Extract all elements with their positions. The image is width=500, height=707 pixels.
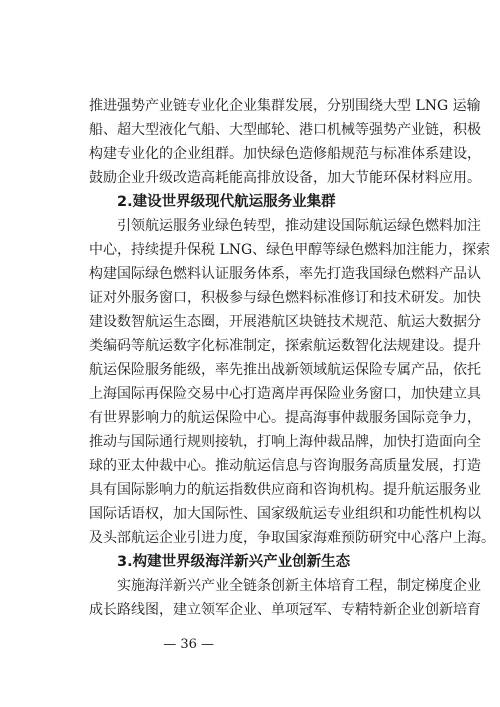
paragraph-2-line-10: 推动与国际通行规则接轨，打响上海仲裁品牌，加快打造面向全 (89, 434, 481, 450)
section-heading-3: 3.构建世界级海洋新兴产业创新生态 (117, 554, 351, 570)
paragraph-2-line-11: 球的亚太仲裁中心。推动航运信息与咨询服务高质量发展，打造 (89, 458, 481, 474)
paragraph-2-line-12: 具有国际影响力的航运指数供应商和咨询机构。提升航运服务业 (89, 482, 481, 498)
paragraph-2-line-6: 类编码等航运数字化标准制定，探索航运数智化法规建设。提升 (89, 338, 481, 354)
page-number: — 36 — (163, 637, 214, 652)
paragraph-2-line-7: 航运保险服务能级，率先推出战新领域航运保险专属产品，依托 (89, 362, 481, 378)
paragraph-1-line-1: 推进强势产业链专业化企业集群发展，分别围绕大型 LNG 运输 (89, 98, 481, 114)
paragraph-1-line-3: 构建专业化的企业组群。加快绿色造修船规范与标准体系建设， (89, 146, 481, 162)
paragraph-2-line-8: 上海国际再保险交易中心打造离岸再保险业务窗口，加快建立具 (89, 386, 481, 402)
section-heading-2: 2.建设世界级现代航运服务业集群 (117, 194, 336, 210)
paragraph-3-line-1: 实施海洋新兴产业全链条创新主体培育工程，制定梯度企业 (117, 578, 481, 594)
paragraph-2-line-14: 及头部航运企业引进力度，争取国家海难预防研究中心落户上海。 (89, 530, 495, 546)
paragraph-3-line-2: 成长路线图，建立领军企业、单项冠军、专精特新企业创新培育 (89, 602, 481, 618)
paragraph-2-line-4: 证对外服务窗口，积极参与绿色燃料标准修订和技术研发。加快 (89, 290, 481, 306)
paragraph-2-line-13: 国际话语权，加大国际性、国家级航运专业组织和功能性机构以 (89, 506, 481, 522)
paragraph-1-line-4: 鼓励企业升级改造高耗能高排放设备，加大节能环保材料应用。 (89, 170, 481, 186)
paragraph-2-line-1: 引领航运服务业绿色转型，推动建设国际航运绿色燃料加注 (117, 218, 481, 234)
paragraph-2-line-9: 有世界影响力的航运保险中心。提高海事仲裁服务国际竞争力， (89, 410, 481, 426)
paragraph-2-line-3: 构建国际绿色燃料认证服务体系，率先打造我国绿色燃料产品认 (89, 266, 481, 282)
paragraph-2-line-5: 建设数智航运生态圈，开展港航区块链技术规范、航运大数据分 (89, 314, 481, 330)
paragraph-2-line-2: 中心，持续提升保税 LNG、绿色甲醇等绿色燃料加注能力，探索 (89, 242, 491, 258)
paragraph-1-line-2: 船、超大型液化气船、大型邮轮、港口机械等强势产业链，积极 (89, 122, 481, 138)
